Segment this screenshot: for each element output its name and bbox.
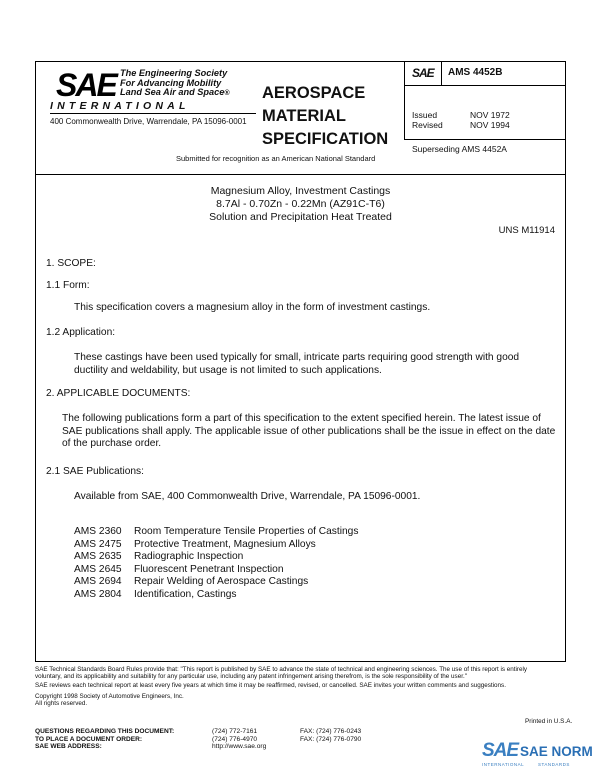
sae-logo: SAE xyxy=(56,67,116,103)
divider xyxy=(50,113,256,114)
document-frame: SAE The Engineering Society For Advancing Mobility Land Sea Air and Space® INTERNATIONAL 400 Commonwealth Drive, Warrendale, PA 15096-0001 AEROSPACE MATERIAL SPECIFICATION Submitted for recognition as an American National Standard SAE AMS 4452B Issued NOV 1972 Revised NOV 1994 Superseding AMS 4452A Magnesium Alloy, Investment Castings 8.7Al - 0.70Zn - 0.22Mn (AZ91C-T6) Solution and Precipitation Heat Treated UNS M11914 1. SCOPE: 1.1 Form: This specification covers a magnesium alloy in the form of investment castings. 1.2 Application: These castings have been used typically for small, intricate parts requiring good strength with good ductility and weldability, but usage is not limited to such applications. 2. APPLICABLE DOCUMENTS: The following publications form a part of this specification to the extent specified herein. The latest issue of SAE publications shall apply. The applicable issue of other publications shall be the issue in effect on the date of the purchase order. 2.1 SAE Publications: Available from SAE, 400 Commonwealth Drive, Warrendale, PA 15096-0001. AMS 2360 Room Temperature Tensile Properties of Castings AMS 2475 Protective Treatment, Magnesium Alloys AMS 2635 Radiographic Inspection AMS 2645 Fluorescent Penetrant Inspection AMS 2694 Repair Welding of Aerospace Castings AMS 2804 Identification, Castings xyxy=(35,61,566,662)
section-heading: 2. APPLICABLE DOCUMENTS: xyxy=(46,388,191,399)
paragraph: This specification covers a magnesium alloy in the form of investment castings. xyxy=(74,302,431,313)
printed-note: Printed in U.S.A. xyxy=(525,718,573,725)
divider xyxy=(404,139,565,140)
document-type-title: AEROSPACE MATERIAL SPECIFICATION xyxy=(262,84,389,148)
footer-disclaimer: SAE Technical Standards Board Rules provide that: "This report is published by SAE to advance the state of technical and engineering sciences. The use of this report is entirely voluntary, and its applicability and suitability for any particular use, including any patent infringement arising therefrom, is the sole responsibility of the user." SAE reviews each technical report at least every five years at which time it may be reaffirmed, revised, or cancelled. SAE invites your written comments and suggestions. Copyright 1998 Society of Automotive Engineers, Inc. All rights reserved. xyxy=(35,666,528,707)
section-heading: 2.1 SAE Publications: xyxy=(46,466,144,477)
section-heading: 1.1 Form: xyxy=(46,280,90,291)
divider xyxy=(441,62,442,85)
paragraph: The following publications form a part of this specification to the extent specified herein. The latest issue of SAE publications shall apply. The applicable issue of other publications shall be the issue in effect on the date of the purchase order. xyxy=(62,413,556,449)
section-heading: 1.2 Application: xyxy=(46,327,116,338)
international-label: INTERNATIONAL xyxy=(50,100,190,112)
sae-tagline: The Engineering Society For Advancing Mobility Land Sea Air and Space® xyxy=(120,68,230,97)
uns-number: UNS M11914 xyxy=(498,225,555,236)
ansi-note: Submitted for recognition as an American National Standard xyxy=(176,154,376,163)
superseding-note: Superseding AMS 4452A xyxy=(412,144,507,154)
sae-address: 400 Commonwealth Drive, Warrendale, PA 15096-0001 xyxy=(50,117,247,126)
header-block xyxy=(36,62,565,175)
material-title: Magnesium Alloy, Investment Castings 8.7Al - 0.70Zn - 0.22Mn (AZ91C-T6) Solution and Precipitation Heat Treated xyxy=(209,185,392,223)
ams-number-box xyxy=(404,62,565,86)
issue-dates: Issued NOV 1972 Revised NOV 1994 xyxy=(412,110,510,130)
ams-number: AMS 4452B xyxy=(448,67,503,78)
paragraph: Available from SAE, 400 Commonwealth Drive, Warrendale, PA 15096-0001. xyxy=(74,491,421,502)
paragraph: These castings have been used typically for small, intricate parts requiring good strength with good ductility and weldability, but usage is not limited to such applications. xyxy=(74,352,520,376)
contact-info: QUESTIONS REGARDING THIS DOCUMENT: (724) 772-7161 FAX: (724) 776-0243 TO PLACE A DOCUMENT ORDER: (724) 776-4970 FAX: (724) 776-0790 SAE WEB ADDRESS: http://www.sae.org xyxy=(35,728,362,750)
section-heading: 1. SCOPE: xyxy=(46,258,96,269)
sae-small-logo: SAE xyxy=(412,66,434,80)
sae-norm-watermark: SAE SAE NORM INTERNATIONAL STANDARDS xyxy=(482,740,593,767)
